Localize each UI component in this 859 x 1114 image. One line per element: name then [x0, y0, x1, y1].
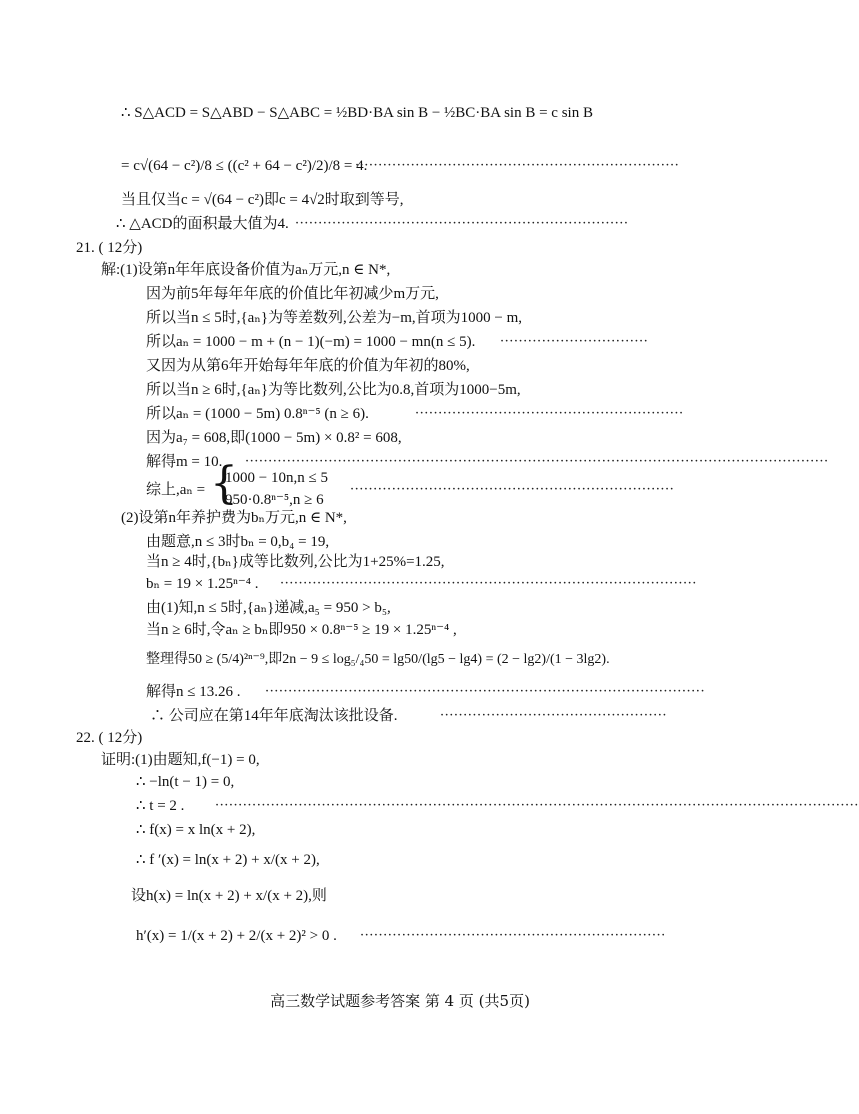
line-25-text: 22. ( 12分): [76, 730, 143, 746]
line-29-text: ∴ f(x) = x ln(x + 2),: [136, 822, 256, 838]
leader-dots: ·················································: [440, 708, 667, 723]
line-15-lead: 综上,aₙ =: [146, 482, 206, 498]
line-10-text: 又因为从第6年开始每年年底的价值为年初的80%,: [146, 358, 470, 374]
line-13-text: 因为a₇ = 608,即(1000 − 5m) × 0.8² = 608,: [146, 430, 402, 446]
line-27-text: ∴ −ln(t − 1) = 0,: [136, 774, 235, 790]
line-8-text: 所以当n ≤ 5时,{aₙ}为等差数列,公差为−m,首项为1000 − m,: [146, 310, 523, 326]
leader-dots: ·······························································································: [265, 684, 706, 699]
line-21-text: 当n ≥ 6时,令aₙ ≥ bₙ即950 × 0.8ⁿ⁻⁵ ≥ 19 × 1.25ⁿ⁻⁴ ,: [146, 622, 457, 638]
line-18-text: 当n ≥ 4时,{bₙ}成等比数列,公比为1+25%=1.25,: [146, 554, 445, 570]
leader-dots: ········································································: [295, 216, 629, 231]
line-30-text: ∴ f ′(x) = ln(x + 2) + x/(x + 2),: [136, 852, 320, 868]
leader-dots: ······································································: [355, 158, 680, 173]
line-12-text: 所以aₙ = (1000 − 5m) 0.8ⁿ⁻⁵ (n ≥ 6).: [146, 406, 369, 422]
line-6-text: 解:(1)设第n年年底设备价值为aₙ万元,n ∈ N*,: [101, 262, 391, 278]
line-23-text: 解得n ≤ 13.26 .: [146, 684, 241, 700]
line-31-text: 设h(x) = ln(x + 2) + x/(x + 2),则: [131, 888, 327, 904]
line-26-text: 证明:(1)由题知,f(−1) = 0,: [101, 752, 260, 768]
left-brace-icon: {: [210, 458, 238, 509]
line-20-text: 由(1)知,n ≤ 5时,{aₙ}递减,a₅ = 950 > b₅,: [146, 600, 391, 616]
line-19-text: bₙ = 19 × 1.25ⁿ⁻⁴ .: [146, 576, 259, 592]
leader-dots: ······························································································································: [245, 454, 829, 469]
line-7-text: 因为前5年每年年底的价值比年初减少m万元,: [146, 286, 439, 302]
leader-dots: ··································································: [360, 928, 666, 943]
leader-dots: ··························································: [415, 406, 684, 421]
line-5-text: 21. ( 12分): [76, 240, 143, 256]
line-2-text: = c√(64 − c²)/8 ≤ ((c² + 64 − c²)/2)/8 = 4.: [121, 158, 368, 174]
line-9-text: 所以aₙ = 1000 − m + (n − 1)(−m) = 1000 − mn(n ≤ 5).: [146, 334, 476, 350]
page-footer: 高三数学试题参考答案 第 4 页 (共5页): [270, 992, 530, 1010]
line-14-text: 解得m = 10.: [146, 454, 223, 470]
piece-2: 950·0.8ⁿ⁻⁵,n ≥ 6: [225, 492, 324, 508]
line-1-text: ∴ S△ACD = S△ABD − S△ABC = ½BD·BA sin B − ½BC·BA sin B = c sin B: [121, 105, 593, 121]
line-24-text: ∴ 公司应在第14年年底淘汰该批设备.: [150, 708, 398, 724]
line-11-text: 所以当n ≥ 6时,{aₙ}为等比数列,公比为0.8,首项为1000−5m,: [146, 382, 521, 398]
piece-1: 1000 − 10n,n ≤ 5: [225, 470, 328, 486]
line-32-text: h′(x) = 1/(x + 2) + 2/(x + 2)² > 0 .: [136, 928, 337, 944]
leader-dots: ···········································································································································: [215, 798, 859, 813]
line-4-text: ∴ △ACD的面积最大值为4.: [116, 216, 289, 232]
leader-dots: ··························································································: [280, 576, 697, 591]
leader-dots: ······································································: [350, 482, 675, 497]
leader-dots: ································: [500, 334, 649, 349]
line-22-text: 整理得50 ≥ (5/4)²ⁿ⁻⁹,即2n − 9 ≤ log₅/₄50 = lg50/(lg5 − lg4) = (2 − lg2)/(1 − 3lg2).: [146, 652, 610, 667]
line-16-text: (2)设第n年养护费为bₙ万元,n ∈ N*,: [121, 510, 347, 526]
line-17-text: 由题意,n ≤ 3时bₙ = 0,b₄ = 19,: [146, 534, 330, 550]
line-28-text: ∴ t = 2 .: [136, 798, 185, 814]
line-3-text: 当且仅当c = √(64 − c²)即c = 4√2时取到等号,: [121, 192, 404, 208]
